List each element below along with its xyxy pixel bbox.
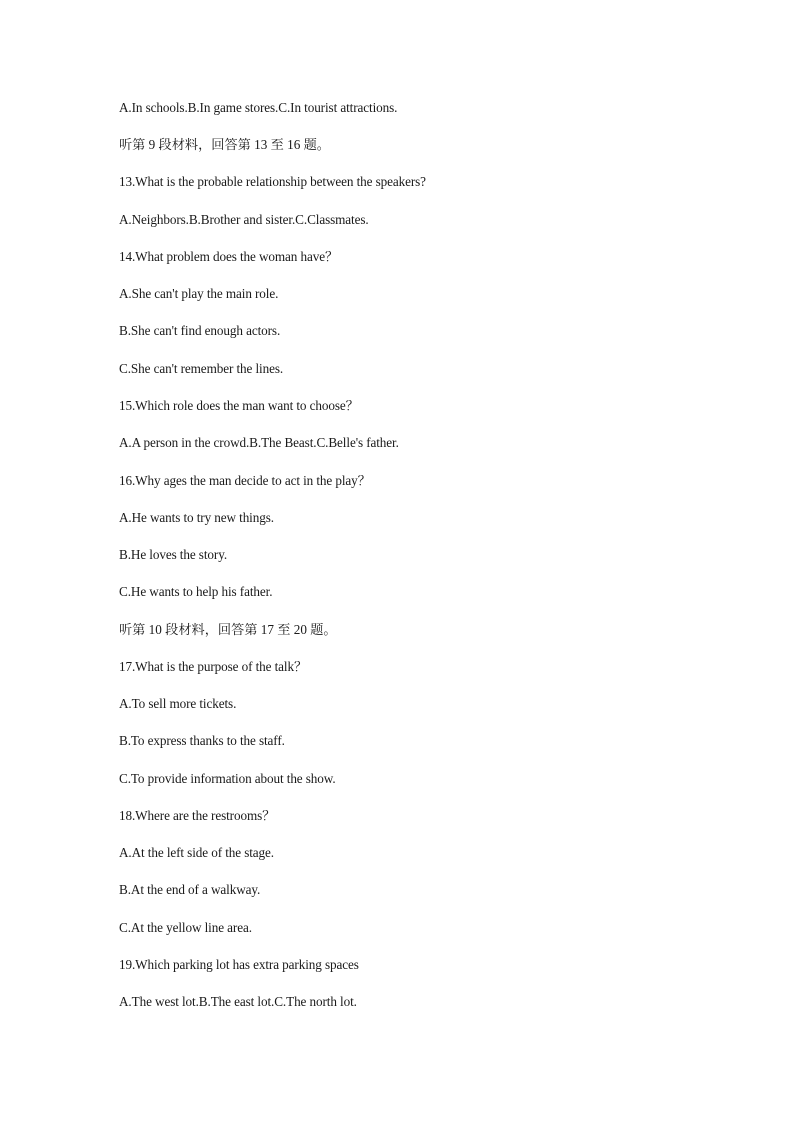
answer-18-b: B.At the end of a walkway. (119, 882, 261, 897)
section-9-instruction: 听第 9 段材料，回答第 13 至 16 题。 (119, 137, 330, 152)
answer-17-a: A.To sell more tickets. (119, 696, 237, 711)
answer-14-c: C.She can't remember the lines. (119, 361, 284, 376)
question-14: 14.What problem does the woman have？ (119, 249, 339, 264)
answer-16-c: C.He wants to help his father. (119, 584, 273, 599)
question-15: 15.Which role does the man want to choose？ (119, 398, 359, 413)
answer-17-c: C.To provide information about the show. (119, 771, 336, 786)
answer-16-a: A.He wants to try new things. (119, 510, 274, 525)
answer-15-options: A.A person in the crowd.B.The Beast.C.Belle's father. (119, 435, 399, 450)
answer-14-a: A.She can't play the main role. (119, 286, 279, 301)
answer-18-c: C.At the yellow line area. (119, 920, 252, 935)
question-16: 16.Why ages the man decide to act in the play？ (119, 473, 371, 488)
answer-17-b: B.To express thanks to the staff. (119, 733, 285, 748)
answer-13-options: A.Neighbors.B.Brother and sister.C.Classmates. (119, 212, 369, 227)
answer-19-options: A.The west lot.B.The east lot.C.The north lot. (119, 994, 357, 1009)
answer-14-b: B.She can't find enough actors. (119, 323, 281, 338)
question-13: 13.What is the probable relationship between the speakers? (119, 174, 426, 189)
section-10-instruction: 听第 10 段材料，回答第 17 至 20 题。 (119, 622, 337, 637)
question-17: 17.What is the purpose of the talk？ (119, 659, 308, 674)
answer-12-options: A.In schools.B.In game stores.C.In tourist attractions. (119, 100, 398, 115)
question-18: 18.Where are the restrooms？ (119, 808, 276, 823)
answer-16-b: B.He loves the story. (119, 547, 228, 562)
answer-18-a: A.At the left side of the stage. (119, 845, 275, 860)
question-19: 19.Which parking lot has extra parking spaces (119, 957, 359, 972)
